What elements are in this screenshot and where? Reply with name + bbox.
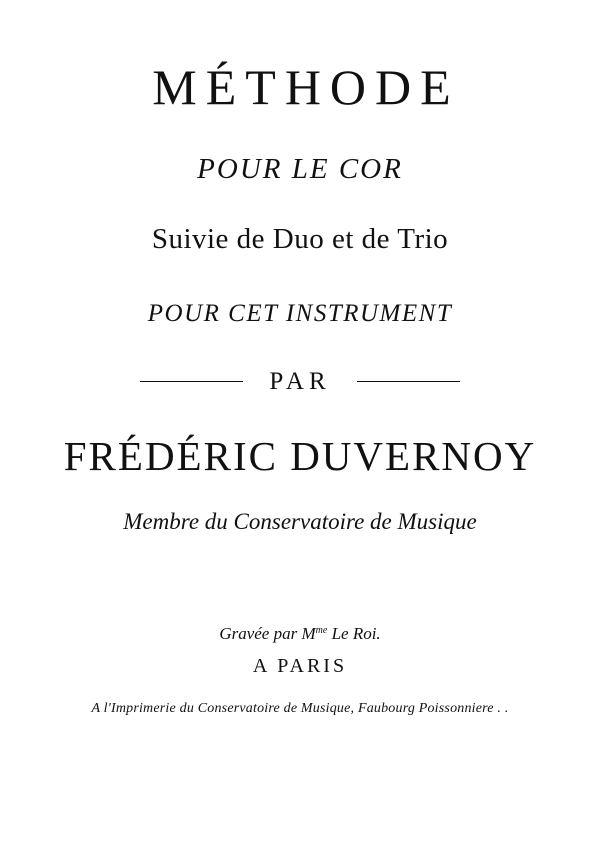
engraver-suffix: Le Roi.	[327, 624, 381, 643]
composer-name: FRÉDÉRIC DUVERNOY	[63, 433, 537, 479]
publication-city: A PARIS	[252, 655, 348, 677]
by-label: PAR	[269, 368, 331, 395]
by-line	[0, 369, 600, 394]
engraver-superscript: me	[315, 625, 328, 636]
page-title: MÉTHODE	[152, 59, 460, 115]
subtitle-suivie-de-duo: Suivie de Duo et de Trio	[151, 223, 449, 255]
right-rule-divider	[357, 381, 460, 382]
left-rule-divider	[140, 381, 243, 382]
subtitle-pour-le-cor: POUR LE COR	[197, 153, 403, 185]
publisher-address: A l'Imprimerie du Conservatoire de Musique, Faubourg Poissonniere . .	[91, 701, 509, 716]
engraver-credit	[0, 625, 600, 642]
engraver-prefix: Gravée par M	[219, 624, 316, 643]
subtitle-pour-cet-instrument: POUR CET INSTRUMENT	[147, 300, 453, 327]
composer-role: Membre du Conservatoire de Musique	[123, 509, 477, 534]
